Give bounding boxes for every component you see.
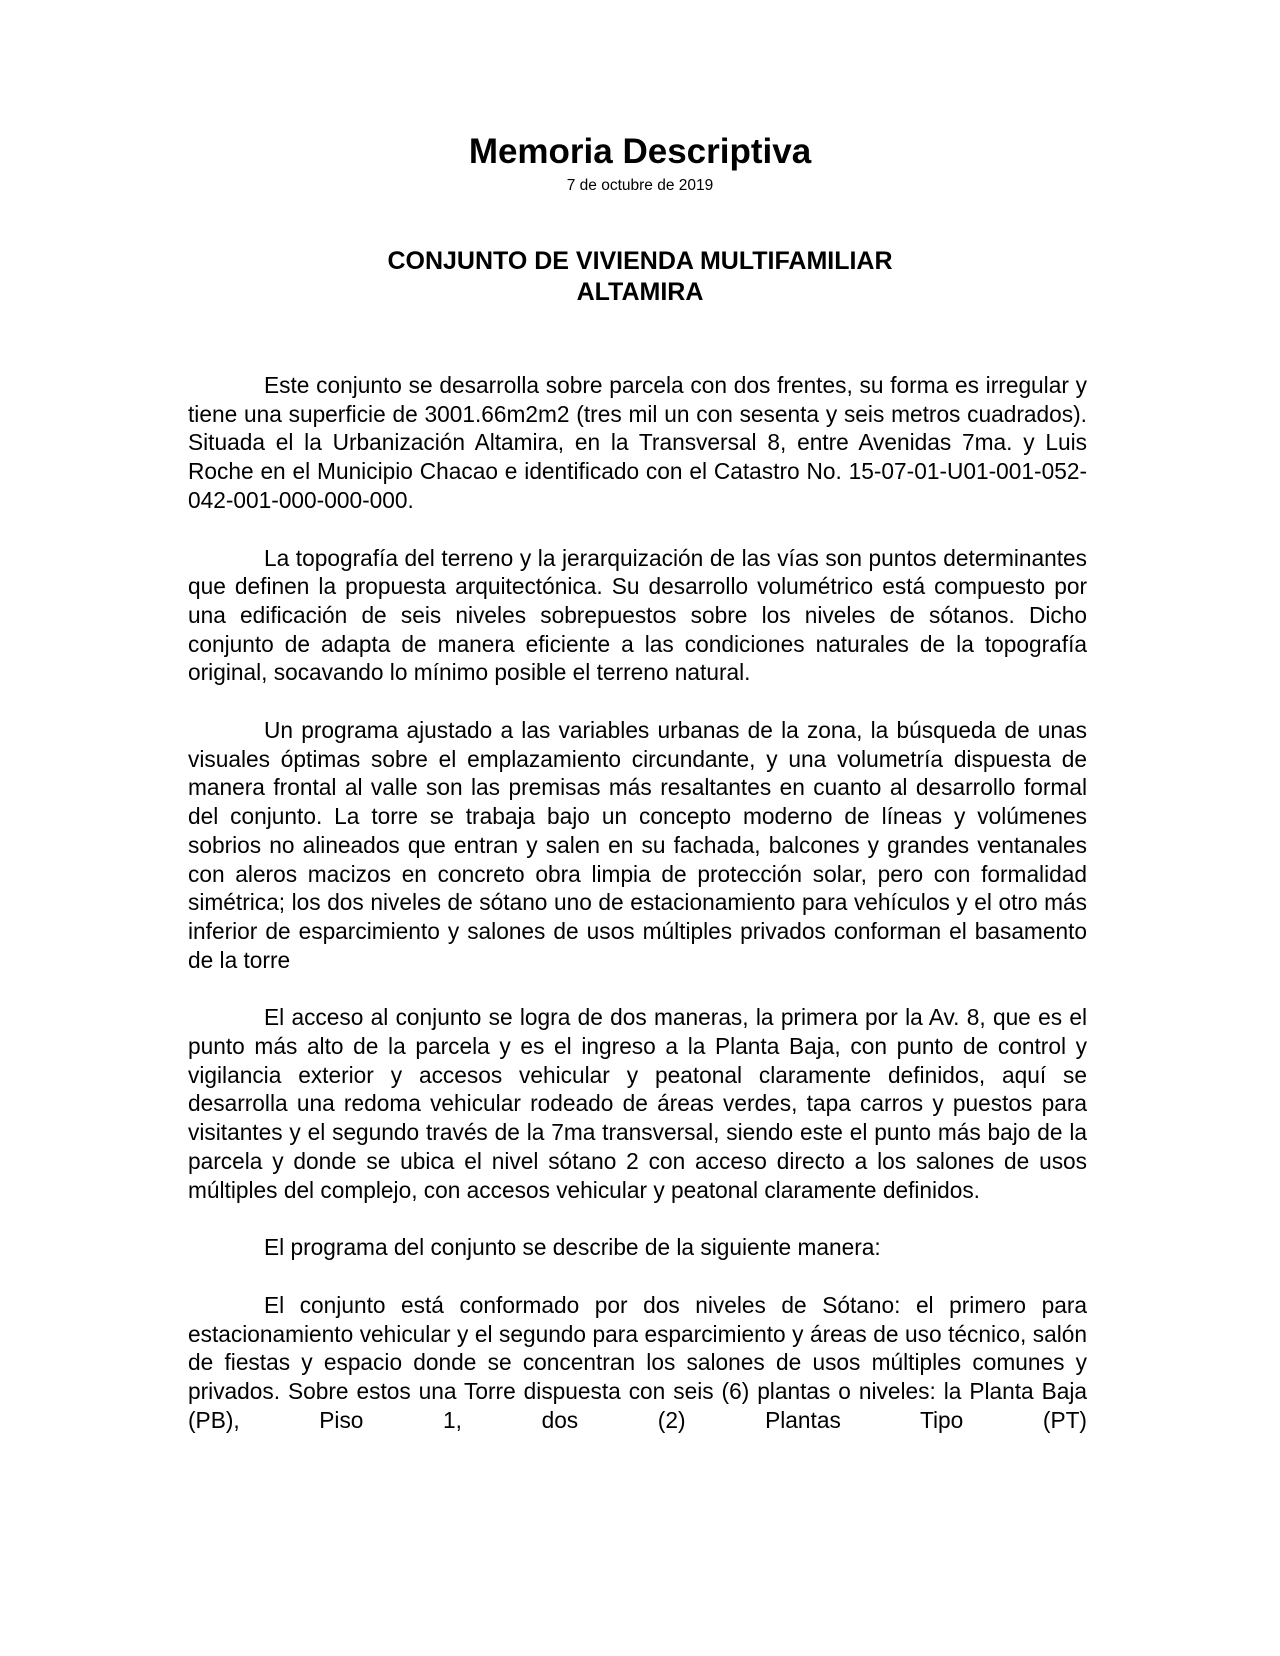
paragraph-5: El programa del conjunto se describe de la siguiente manera: [264, 1234, 881, 1261]
document-title: Memoria Descriptiva [468, 132, 812, 171]
paragraph-6: El conjunto está conformado por dos niveles de Sótano: el primero para estacionamiento vehicular y el segundo para esparcimiento y áreas de uso técnico, salón de fiestas y espacio donde se concentran los salones de usos múltiples comunes y privados. Sobre estos una Torre dispuesta con seis (6) plantas o niveles: la Planta Baja (PB), Piso 1, dos (2) Plantas Tipo (PT) [188, 1291, 1087, 1433]
section-heading-line-1: CONJUNTO DE VIVIENDA MULTIFAMILIAR [387, 247, 893, 275]
document-date: 7 de octubre de 2019 [566, 177, 714, 194]
section-heading-line-2: ALTAMIRA [576, 278, 704, 306]
paragraph-2: La topografía del terreno y la jerarquización de las vías son puntos determinantes que definen la propuesta arquitectónica. Su desarrollo volumétrico está compuesto por una edificación de seis niveles sobrepuestos sobre los niveles de sótanos. Dicho conjunto de adapta de manera eficiente a las condiciones naturales de la topografía original, socavando lo mínimo posible el terreno natural. [188, 544, 1087, 686]
paragraph-4: El acceso al conjunto se logra de dos maneras, la primera por la Av. 8, que es el punto más alto de la parcela y es el ingreso a la Planta Baja, con punto de control y vigilancia exterior y accesos vehicular y peatonal claramente definidos, aquí se desarrolla una redoma vehicular rodeado de áreas verdes, tapa carros y puestos para visitantes y el segundo través de la 7ma transversal, siendo este el punto más bajo de la parcela y donde se ubica el nivel sótano 2 con acceso directo a los salones de usos múltiples del complejo, con accesos vehicular y peatonal claramente definidos. [188, 1004, 1087, 1203]
section-heading [0, 246, 1280, 308]
paragraph-1: Este conjunto se desarrolla sobre parcela con dos frentes, su forma es irregular y tiene una superficie de 3001.66m2m2 (tres mil un con sesenta y seis metros cuadrados). Situada el la Urbanización Altamira, en la Transversal 8, entre Avenidas 7ma. y Luis Roche en el Municipio Chacao e identificado con el Catastro No. 15-07-01-U01-001-052-042-001-000-000-000. [188, 372, 1087, 513]
document-body [188, 371, 1087, 1435]
paragraph-3: Un programa ajustado a las variables urbanas de la zona, la búsqueda de unas visuales óptimas sobre el emplazamiento circundante, y una volumetría dispuesta de manera frontal al valle son las premisas más resaltantes en cuanto al desarrollo formal del conjunto. La torre se trabaja bajo un concepto moderno de líneas y volúmenes sobrios no alineados que entran y salen en su fachada, balcones y grandes ventanales con aleros macizos en concreto obra limpia de protección solar, pero con formalidad simétrica; los dos niveles de sótano uno de estacionamiento para vehículos y el otro más inferior de esparcimiento y salones de usos múltiples privados conforman el basamento de la torre [188, 717, 1087, 973]
